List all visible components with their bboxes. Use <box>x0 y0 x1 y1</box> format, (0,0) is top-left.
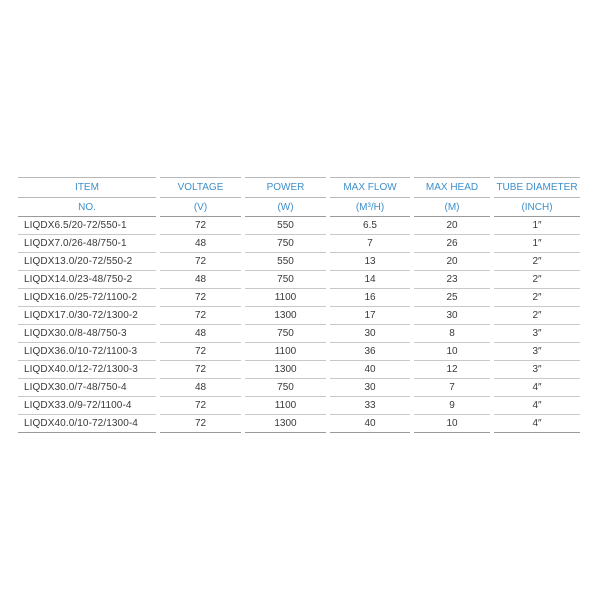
max-flow-cell: 36 <box>328 343 412 361</box>
voltage-cell: 72 <box>158 397 243 415</box>
max-head-cell: 20 <box>412 253 492 271</box>
max-flow-cell: 33 <box>328 397 412 415</box>
header-max-flow-unit: (M³/H) <box>328 198 412 217</box>
voltage-cell: 72 <box>158 253 243 271</box>
header-tube-diameter: TUBE DIAMETER <box>492 178 580 198</box>
max-flow-cell: 30 <box>328 325 412 343</box>
voltage-cell: 48 <box>158 271 243 289</box>
item-no-cell: LIQDX33.0/9-72/1100-4 <box>18 397 158 415</box>
header-item-no: NO. <box>18 198 158 217</box>
max-flow-cell: 16 <box>328 289 412 307</box>
table-row <box>18 397 580 415</box>
table-row <box>18 289 580 307</box>
table-row <box>18 271 580 289</box>
item-no-cell: LIQDX40.0/10-72/1300-4 <box>18 415 158 433</box>
tube-diameter-cell: 2″ <box>492 289 580 307</box>
max-flow-cell: 40 <box>328 361 412 379</box>
header-power-unit: (W) <box>243 198 328 217</box>
voltage-cell: 72 <box>158 217 243 235</box>
item-no-cell: LIQDX30.0/7-48/750-4 <box>18 379 158 397</box>
max-head-cell: 7 <box>412 379 492 397</box>
voltage-cell: 72 <box>158 415 243 433</box>
power-cell: 1300 <box>243 415 328 433</box>
voltage-cell: 48 <box>158 325 243 343</box>
tube-diameter-cell: 4″ <box>492 397 580 415</box>
header-row-units <box>18 198 580 217</box>
table-row <box>18 361 580 379</box>
power-cell: 1100 <box>243 343 328 361</box>
max-head-cell: 10 <box>412 415 492 433</box>
header-max-flow: MAX FLOW <box>328 178 412 198</box>
item-no-cell: LIQDX40.0/12-72/1300-3 <box>18 361 158 379</box>
tube-diameter-cell: 4″ <box>492 379 580 397</box>
table-row <box>18 307 580 325</box>
power-cell: 1300 <box>243 307 328 325</box>
tube-diameter-cell: 2″ <box>492 271 580 289</box>
tube-diameter-cell: 3″ <box>492 343 580 361</box>
max-head-cell: 12 <box>412 361 492 379</box>
tube-diameter-cell: 3″ <box>492 325 580 343</box>
max-flow-cell: 7 <box>328 235 412 253</box>
table-body <box>18 217 580 433</box>
power-cell: 550 <box>243 253 328 271</box>
voltage-cell: 72 <box>158 289 243 307</box>
tube-diameter-cell: 2″ <box>492 307 580 325</box>
max-head-cell: 25 <box>412 289 492 307</box>
header-power: POWER <box>243 178 328 198</box>
max-head-cell: 8 <box>412 325 492 343</box>
tube-diameter-cell: 1″ <box>492 217 580 235</box>
tube-diameter-cell: 1″ <box>492 235 580 253</box>
item-no-cell: LIQDX17.0/30-72/1300-2 <box>18 307 158 325</box>
header-max-head-unit: (M) <box>412 198 492 217</box>
table-row <box>18 235 580 253</box>
item-no-cell: LIQDX30.0/8-48/750-3 <box>18 325 158 343</box>
table-row <box>18 217 580 235</box>
header-item: ITEM <box>18 178 158 198</box>
item-no-cell: LIQDX6.5/20-72/550-1 <box>18 217 158 235</box>
max-head-cell: 23 <box>412 271 492 289</box>
max-flow-cell: 40 <box>328 415 412 433</box>
header-max-head: MAX HEAD <box>412 178 492 198</box>
voltage-cell: 48 <box>158 379 243 397</box>
power-cell: 1100 <box>243 289 328 307</box>
max-head-cell: 30 <box>412 307 492 325</box>
max-flow-cell: 14 <box>328 271 412 289</box>
max-head-cell: 10 <box>412 343 492 361</box>
max-head-cell: 20 <box>412 217 492 235</box>
power-cell: 750 <box>243 235 328 253</box>
item-no-cell: LIQDX7.0/26-48/750-1 <box>18 235 158 253</box>
max-flow-cell: 17 <box>328 307 412 325</box>
table-header <box>18 178 580 217</box>
header-tube-diameter-unit: (INCH) <box>492 198 580 217</box>
table-row <box>18 379 580 397</box>
table-row <box>18 253 580 271</box>
max-head-cell: 9 <box>412 397 492 415</box>
header-row-titles <box>18 178 580 198</box>
max-head-cell: 26 <box>412 235 492 253</box>
power-cell: 550 <box>243 217 328 235</box>
power-cell: 1300 <box>243 361 328 379</box>
voltage-cell: 48 <box>158 235 243 253</box>
max-flow-cell: 13 <box>328 253 412 271</box>
table-row <box>18 343 580 361</box>
tube-diameter-cell: 3″ <box>492 361 580 379</box>
voltage-cell: 72 <box>158 307 243 325</box>
item-no-cell: LIQDX16.0/25-72/1100-2 <box>18 289 158 307</box>
item-no-cell: LIQDX13.0/20-72/550-2 <box>18 253 158 271</box>
max-flow-cell: 30 <box>328 379 412 397</box>
table-row <box>18 325 580 343</box>
header-voltage: VOLTAGE <box>158 178 243 198</box>
pump-spec-table <box>18 177 580 433</box>
voltage-cell: 72 <box>158 343 243 361</box>
power-cell: 750 <box>243 271 328 289</box>
voltage-cell: 72 <box>158 361 243 379</box>
tube-diameter-cell: 4″ <box>492 415 580 433</box>
max-flow-cell: 6.5 <box>328 217 412 235</box>
header-voltage-unit: (V) <box>158 198 243 217</box>
tube-diameter-cell: 2″ <box>492 253 580 271</box>
table-row <box>18 415 580 433</box>
item-no-cell: LIQDX36.0/10-72/1100-3 <box>18 343 158 361</box>
power-cell: 750 <box>243 325 328 343</box>
item-no-cell: LIQDX14.0/23-48/750-2 <box>18 271 158 289</box>
power-cell: 750 <box>243 379 328 397</box>
power-cell: 1100 <box>243 397 328 415</box>
